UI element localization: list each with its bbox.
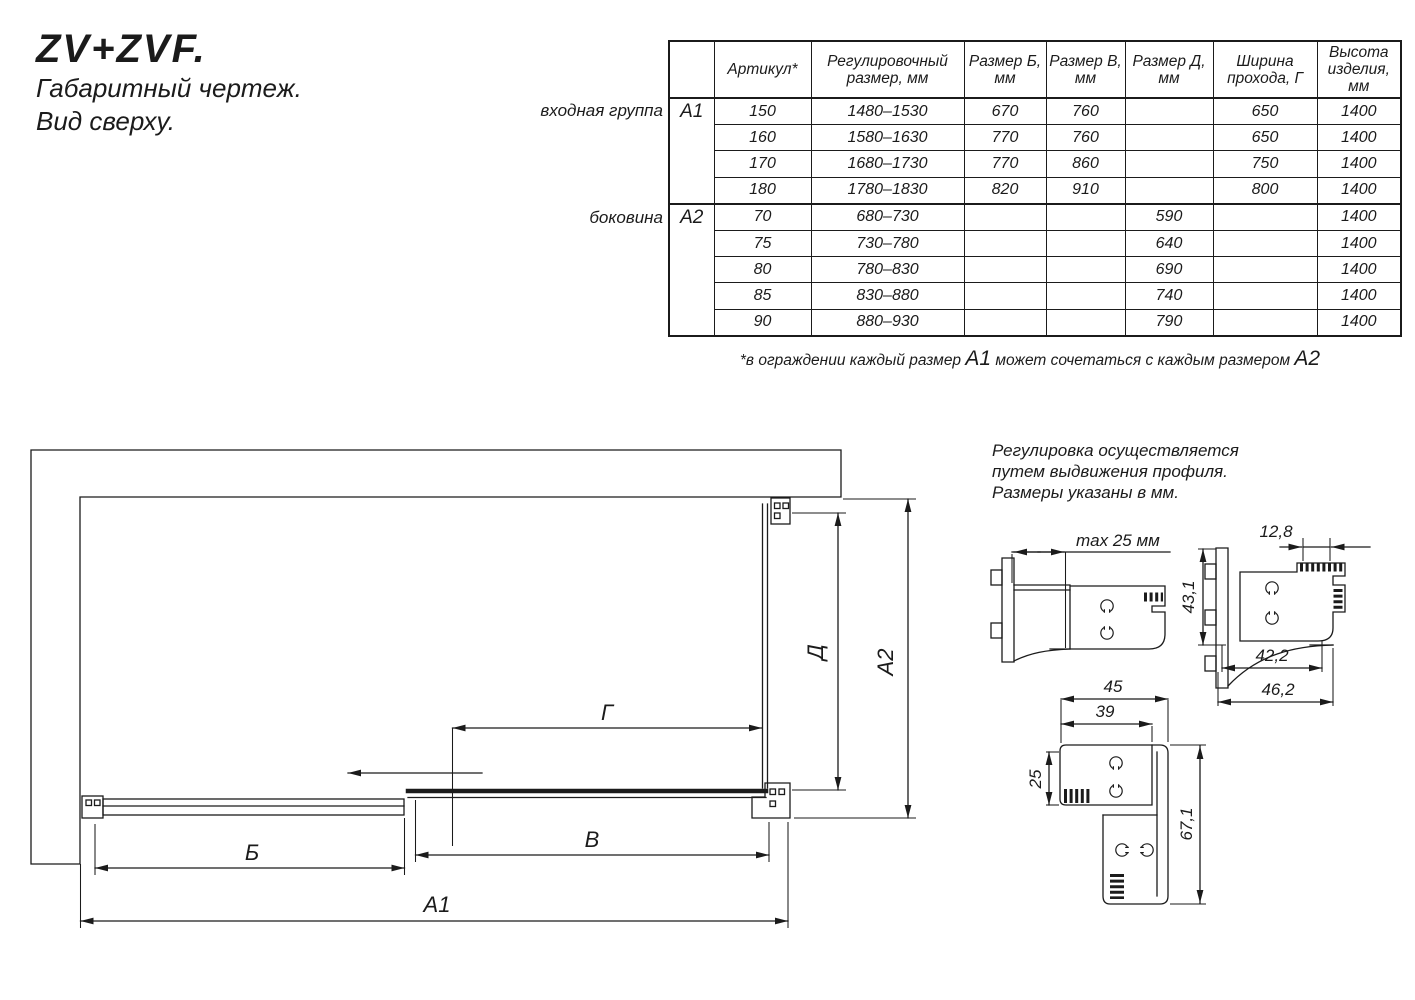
extension-lines [81, 499, 917, 928]
table-cell: 650 [1213, 98, 1317, 125]
table-cell: 730–780 [811, 230, 964, 256]
dim-label-g: Г [601, 700, 613, 725]
detail-corner-profile-section [1026, 677, 1206, 904]
table-cell: 770 [964, 151, 1046, 177]
detail-dim-462: 46,2 [1261, 680, 1295, 699]
table-cell: 75 [714, 230, 811, 256]
group-id-a1: А1 [669, 98, 714, 204]
table-cell: 85 [714, 283, 811, 309]
table-cell: 1400 [1317, 125, 1401, 151]
col-header-adjust: Регулировочный размер, мм [811, 41, 964, 98]
table-cell: 800 [1213, 177, 1317, 204]
dimension-v [416, 827, 770, 855]
table-cell: 1400 [1317, 151, 1401, 177]
dim-label-a1: А1 [423, 892, 451, 917]
table-cell: 1400 [1317, 204, 1401, 231]
note-line-1: Регулировка осуществляется [992, 441, 1239, 460]
dim-label-d: Д [803, 644, 828, 660]
table-cell: 90 [714, 309, 811, 336]
table-cell: 1400 [1317, 177, 1401, 204]
fixed-panel [82, 796, 404, 818]
table-cell: 1400 [1317, 283, 1401, 309]
table-cell: 670 [964, 98, 1046, 125]
dim-label-b: Б [244, 840, 260, 865]
detail-dim-45: 45 [1103, 677, 1123, 696]
table-cell: 1400 [1317, 98, 1401, 125]
table-cell: 640 [1125, 230, 1213, 256]
col-header-articul: Артикул* [714, 41, 811, 98]
table-cell: 790 [1125, 309, 1213, 336]
table-cell: 70 [714, 204, 811, 231]
table-cell: 80 [714, 257, 811, 283]
sliding-door [408, 791, 766, 798]
dimension-a2 [873, 499, 908, 818]
table-cell: 880–930 [811, 309, 964, 336]
detail-wall-profile-section [991, 531, 1170, 662]
table-cell: 170 [714, 151, 811, 177]
note-line-3: Размеры указаны в мм. [992, 483, 1179, 502]
col-header-size-d: Размер Д, мм [1125, 41, 1213, 98]
col-header-size-v: Размер В, мм [1046, 41, 1125, 98]
table-cell: 1400 [1317, 230, 1401, 256]
table-cell: 820 [964, 177, 1046, 204]
row-group-label-entrance: входная группа [540, 101, 663, 120]
detail-dim-25: 25 [1026, 769, 1045, 789]
group-id-a2: А2 [669, 204, 714, 336]
table-cell: 680–730 [811, 204, 964, 231]
table-cell: 1400 [1317, 309, 1401, 336]
table-cell: 160 [714, 125, 811, 151]
col-header-size-b: Размер Б, мм [964, 41, 1046, 98]
footnote-a1: А1 [965, 347, 992, 370]
dimension-b [95, 840, 405, 868]
dimension-a1 [81, 892, 789, 921]
table-cell: 1400 [1317, 257, 1401, 283]
table-cell: 150 [714, 98, 811, 125]
table-cell: 1580–1630 [811, 125, 964, 151]
detail-side-profile-section [1179, 522, 1370, 706]
table-cell: 690 [1125, 257, 1213, 283]
detail-dim-max25: max 25 мм [1076, 531, 1160, 550]
col-header-pass-width: Ширина прохода, Г [1213, 41, 1317, 98]
dimension-d [803, 513, 838, 790]
table-cell: 910 [1046, 177, 1125, 204]
note-line-2: путем выдвижения профиля. [992, 462, 1228, 481]
detail-dim-431: 43,1 [1179, 580, 1198, 614]
side-panel [752, 498, 790, 818]
table-cell: 180 [714, 177, 811, 204]
dimension-g [453, 700, 763, 728]
table-cell: 830–880 [811, 283, 964, 309]
table-cell: 1680–1730 [811, 151, 964, 177]
wall-hatch [31, 450, 841, 864]
table-cell: 770 [964, 125, 1046, 151]
footnote-prefix: *в ограждении каждый размер [739, 352, 966, 369]
footnote-a2: А2 [1294, 347, 1321, 370]
wall-profile-bracket [82, 796, 103, 818]
table-cell: 760 [1046, 125, 1125, 151]
drawing-type-subtitle: Габаритный чертеж. [36, 73, 302, 103]
detail-dim-422: 42,2 [1255, 646, 1289, 665]
detail-dim-128: 12,8 [1259, 522, 1293, 541]
col-header-height: Высота изделия, мм [1317, 41, 1401, 98]
table-cell: 740 [1125, 283, 1213, 309]
footnote-middle: может сочетаться с каждым размером [991, 352, 1295, 369]
table-cell: 860 [1046, 151, 1125, 177]
view-subtitle: Вид сверху. [36, 106, 175, 136]
table-cell: 590 [1125, 204, 1213, 231]
dim-label-v: В [584, 827, 600, 852]
table-cell: 750 [1213, 151, 1317, 177]
table-cell: 1780–1830 [811, 177, 964, 204]
product-title: ZV+ZVF. [36, 27, 207, 71]
table-cell: 780–830 [811, 257, 964, 283]
detail-dim-39: 39 [1095, 702, 1115, 721]
table-cell: 760 [1046, 98, 1125, 125]
detail-dim-671: 67,1 [1177, 807, 1196, 841]
table-cell: 1480–1530 [811, 98, 964, 125]
table-cell: 650 [1213, 125, 1317, 151]
row-group-label-side: боковина [589, 208, 663, 227]
dim-label-a2: А2 [873, 648, 898, 676]
